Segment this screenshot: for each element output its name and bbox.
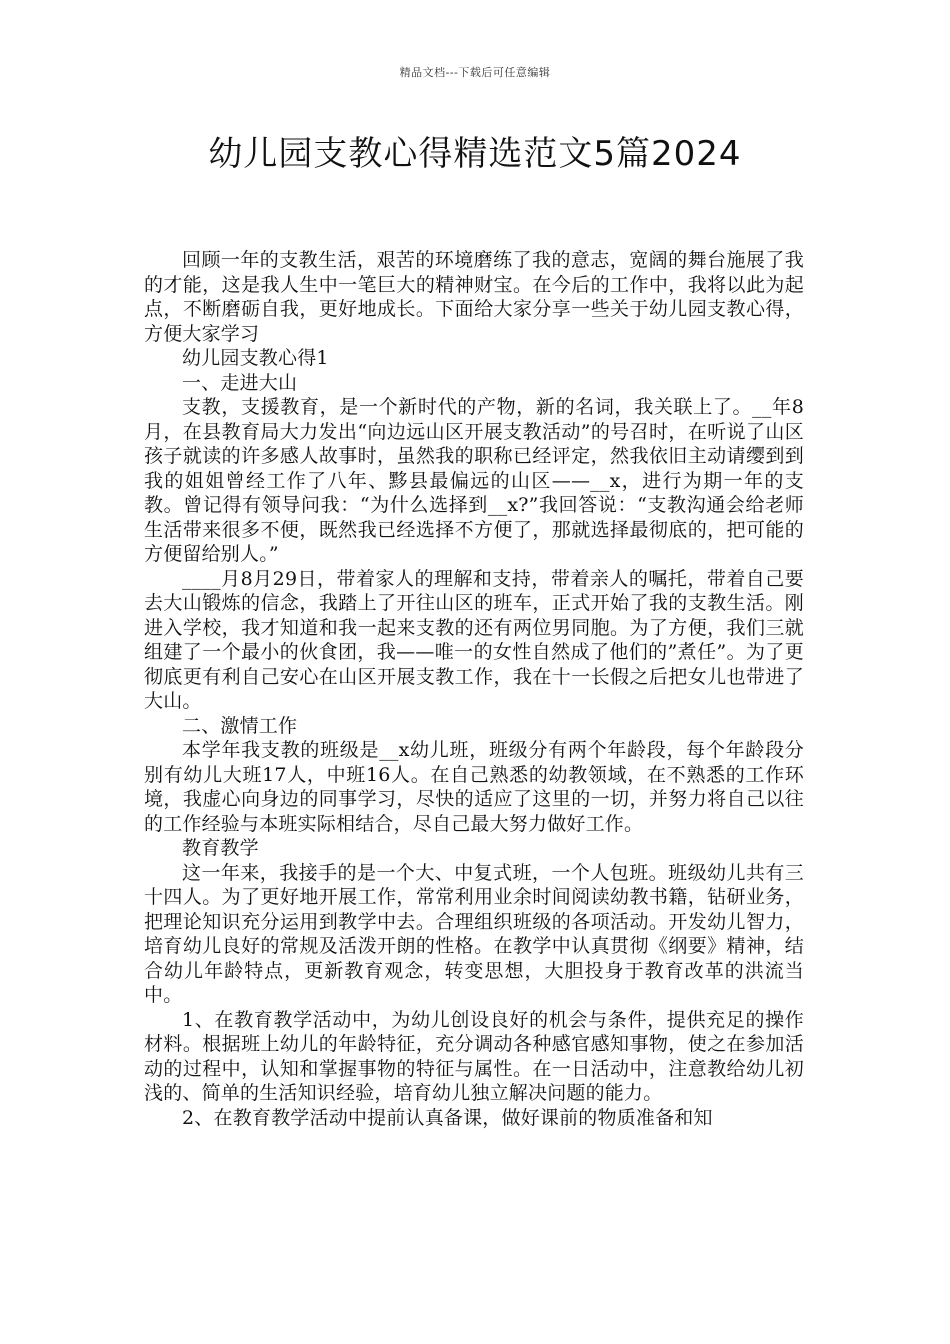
subheading-teaching: 教育教学 (182, 837, 259, 859)
page-header-note: 精品文档---下载后可任意编辑 (399, 66, 551, 79)
document-body (144, 248, 804, 1130)
subheading-into-mountains: 一、走进大山 (182, 371, 298, 394)
body-paragraph: 这一年来，我接手的是一个大、中复式班，一个人包班。班级幼儿共有三十四人。为了更好地开展工作，常常利用业余时间阅读幼教书籍，钻研业务，把理论知识充分运用到教学中去。合理组织班级的各项活动。开发幼儿智力，培育幼儿良好的常规及活泼开朗的性格。在教学中认真贯彻《纲要》精神，结合幼儿年龄特点，更新教育观念，转变思想，大胆投身于教育改革的洪流当中。 (144, 861, 804, 1006)
subheading-passionate-work: 二、激情工作 (182, 714, 298, 737)
document-title: 幼儿园支教心得精选范文5篇2024 (208, 134, 742, 174)
section-heading-essay-1: 幼儿园支教心得1 (182, 347, 329, 369)
intro-paragraph: 回顾一年的支教生活，艰苦的环境磨练了我的意志，宽阔的舞台施展了我的才能，这是我人生中一笔巨大的精神财宝。在今后的工作中，我将以此为起点，不断磨砺自我，更好地成长。下面给大家分享一些关于幼儿园支教心得，方便大家学习 (144, 249, 804, 345)
body-paragraph: 1、在教育教学活动中，为幼儿创设良好的机会与条件，提供充足的操作材料。根据班上幼儿的年龄特征，充分调动各种感官感知事物，使之在参加活动的过程中，认知和掌握事物的特征与属性。在一日活动中，注意教给幼儿初浅的、简单的生活知识经验，培育幼儿独立解决问题的能力。 (144, 1008, 804, 1104)
body-paragraph: 2、在教育教学活动中提前认真备课，做好课前的物质准备和知 (182, 1106, 713, 1129)
body-paragraph: 本学年我支教的班级是__x幼儿班，班级分有两个年龄段，每个年龄段分别有幼儿大班17人，中班16人。在自己熟悉的幼教领域，在不熟悉的工作环境，我虚心向身边的同事学习，尽快的适应了这里的一切，并努力将自己以往的工作经验与本班实际相结合，尽自己最大努力做好工作。 (144, 739, 804, 835)
body-paragraph: ____月8月29日，带着家人的理解和支持，带着亲人的嘱托，带着自己要去大山锻炼的信念，我踏上了开往山区的班车，正式开始了我的支教生活。刚进入学校，我才知道和我一起来支教的还有两位男同胞。为了方便，我们三就组建了一个最小的伙食团，我——唯一的女性自然成了他们的”煮任”。为了更彻底更有利自己安心在山区开展支教工作，我在十一长假之后把女儿也带进了大山。 (144, 567, 804, 712)
body-paragraph: 支教，支援教育，是一个新时代的产物，新的名词，我关联上了。__年8月，在县教育局大力发出“向边远山区开展支教活动”的号召时，在听说了山区孩子就读的许多感人故事时，虽然我的职称已经评定，然我依旧主动请缨到到我的姐姐曾经工作了八年、黟县最偏远的山区——__x，进行为期一年的支教。曾记得有领导问我：“为什么选择到__x?”我回答说：“支教沟通会给老师生活带来很多不便，既然我已经选择不方便了，那就选择最彻底的，把可能的方便留给别人。” (144, 396, 804, 565)
